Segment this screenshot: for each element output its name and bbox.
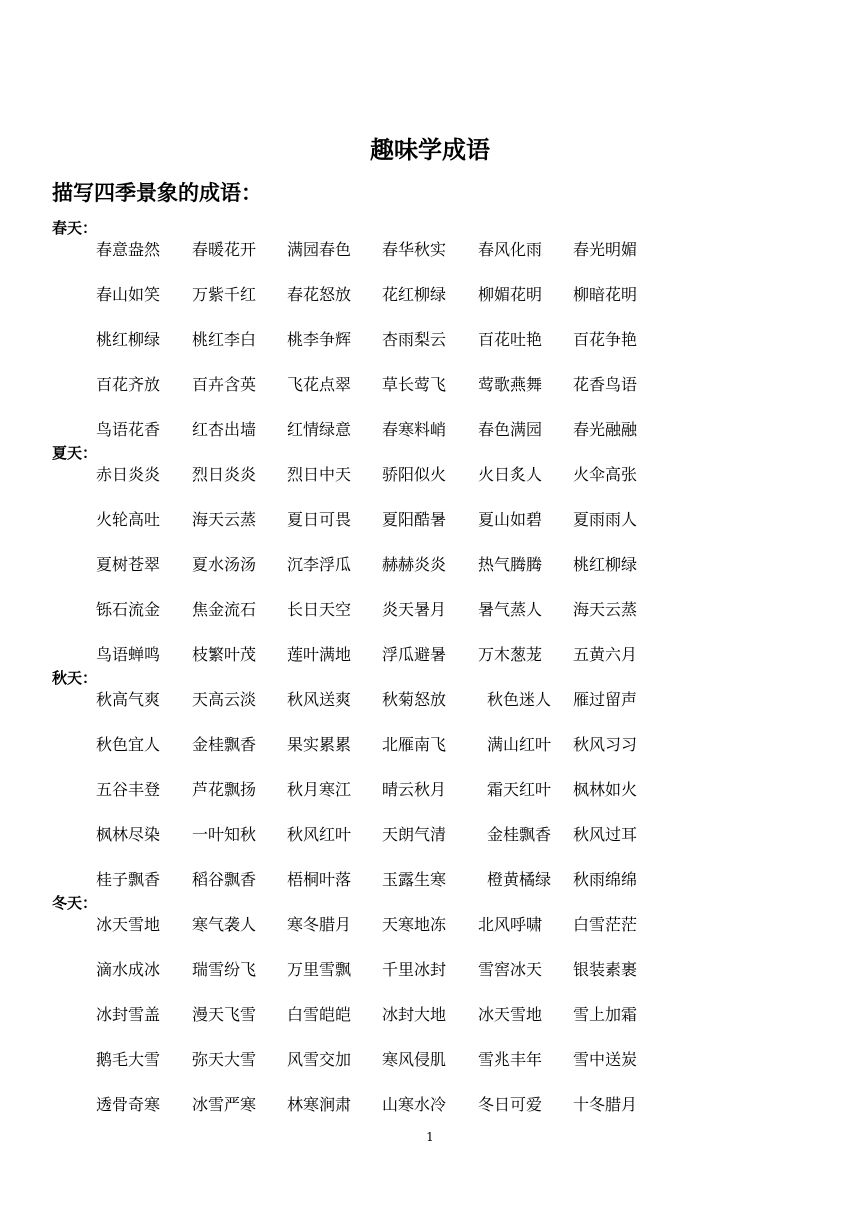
idiom-row	[0, 237, 860, 261]
idiom: 长日天空	[287, 600, 352, 619]
idiom: 寒气袭人	[192, 915, 257, 934]
idiom: 秋色迷人	[487, 690, 552, 709]
idiom-row	[0, 417, 860, 441]
idiom: 冬日可爱	[478, 1095, 543, 1114]
idiom: 天高云淡	[192, 690, 257, 709]
idiom: 风雪交加	[287, 1050, 352, 1069]
idiom: 赤日炎炎	[96, 465, 161, 484]
idiom: 秋风送爽	[287, 690, 352, 709]
idiom: 桃李争辉	[287, 330, 352, 349]
idiom: 雪窖冰天	[478, 960, 543, 979]
idiom: 秋风习习	[573, 735, 638, 754]
idiom: 满园春色	[287, 240, 352, 259]
idiom: 百卉含英	[192, 375, 257, 394]
idiom: 寒风侵肌	[382, 1050, 447, 1069]
idiom: 雪上加霜	[573, 1005, 638, 1024]
idiom: 春寒料峭	[382, 420, 447, 439]
idiom: 万木葱茏	[478, 645, 543, 664]
idiom: 海天云蒸	[573, 600, 638, 619]
idiom-row	[0, 912, 860, 936]
idiom: 骄阳似火	[382, 465, 447, 484]
idiom: 鸟语花香	[96, 420, 161, 439]
idiom: 秋菊怒放	[382, 690, 447, 709]
idiom: 夏雨雨人	[573, 510, 638, 529]
document-subtitle: 描写四季景象的成语：	[52, 181, 262, 205]
idiom-row	[0, 687, 860, 711]
idiom: 霜天红叶	[487, 780, 552, 799]
idiom: 金桂飘香	[487, 825, 552, 844]
idiom-row	[0, 282, 860, 306]
idiom: 铄石流金	[96, 600, 161, 619]
idiom: 春山如笑	[96, 285, 161, 304]
idiom: 焦金流石	[192, 600, 257, 619]
idiom: 杏雨梨云	[382, 330, 447, 349]
idiom: 飞花点翠	[287, 375, 352, 394]
idiom: 秋风过耳	[573, 825, 638, 844]
season-label: 夏天：	[52, 444, 98, 462]
idiom: 枫林尽染	[96, 825, 161, 844]
idiom: 瑞雪纷飞	[192, 960, 257, 979]
idiom: 炎天暑月	[382, 600, 447, 619]
idiom: 春华秋实	[382, 240, 447, 259]
idiom: 芦花飘扬	[192, 780, 257, 799]
idiom-row	[0, 597, 860, 621]
idiom: 桂子飘香	[96, 870, 161, 889]
idiom: 天朗气清	[382, 825, 447, 844]
idiom: 万里雪飘	[287, 960, 352, 979]
idiom: 百花争艳	[573, 330, 638, 349]
idiom: 春光明媚	[573, 240, 638, 259]
idiom: 暑气蒸人	[478, 600, 543, 619]
idiom: 花红柳绿	[382, 285, 447, 304]
idiom: 沉李浮瓜	[287, 555, 352, 574]
idiom: 白雪茫茫	[573, 915, 638, 934]
idiom: 玉露生寒	[382, 870, 447, 889]
idiom: 夏树苍翠	[96, 555, 161, 574]
idiom: 枫林如火	[573, 780, 638, 799]
idiom: 夏水汤汤	[192, 555, 257, 574]
season-label: 秋天：	[52, 669, 98, 687]
idiom: 莺歌燕舞	[478, 375, 543, 394]
idiom-row	[0, 822, 860, 846]
idiom: 花香鸟语	[573, 375, 638, 394]
idiom-row	[0, 552, 860, 576]
idiom: 稻谷飘香	[192, 870, 257, 889]
idiom: 北雁南飞	[382, 735, 447, 754]
idiom: 鹅毛大雪	[96, 1050, 161, 1069]
idiom: 春风化雨	[478, 240, 543, 259]
idiom: 桃红柳绿	[573, 555, 638, 574]
idiom-row	[0, 462, 860, 486]
idiom: 银装素裹	[573, 960, 638, 979]
idiom-row	[0, 372, 860, 396]
idiom: 雪兆丰年	[478, 1050, 543, 1069]
idiom: 桃红柳绿	[96, 330, 161, 349]
idiom: 秋月寒江	[287, 780, 352, 799]
idiom: 透骨奇寒	[96, 1095, 161, 1114]
idiom: 晴云秋月	[382, 780, 447, 799]
idiom: 柳媚花明	[478, 285, 543, 304]
idiom-row	[0, 642, 860, 666]
idiom: 枝繁叶茂	[192, 645, 257, 664]
idiom-row	[0, 957, 860, 981]
idiom: 草长莺飞	[382, 375, 447, 394]
idiom: 百花吐艳	[478, 330, 543, 349]
idiom: 春意盎然	[96, 240, 161, 259]
idiom: 雪中送炭	[573, 1050, 638, 1069]
idiom: 火日炙人	[478, 465, 543, 484]
idiom-row	[0, 1002, 860, 1026]
idiom: 冰封大地	[382, 1005, 447, 1024]
idiom: 冰天雪地	[96, 915, 161, 934]
idiom: 浮瓜避暑	[382, 645, 447, 664]
idiom-row	[0, 1092, 860, 1116]
idiom: 春暖花开	[192, 240, 257, 259]
idiom: 鸟语蝉鸣	[96, 645, 161, 664]
idiom: 林寒涧肃	[287, 1095, 352, 1114]
idiom: 十冬腊月	[573, 1095, 638, 1114]
idiom: 桃红李白	[192, 330, 257, 349]
idiom: 滴水成冰	[96, 960, 161, 979]
idiom: 千里冰封	[382, 960, 447, 979]
idiom: 梧桐叶落	[287, 870, 352, 889]
idiom: 赫赫炎炎	[382, 555, 447, 574]
idiom-row	[0, 732, 860, 756]
idiom: 秋雨绵绵	[573, 870, 638, 889]
idiom: 秋风红叶	[287, 825, 352, 844]
idiom: 春色满园	[478, 420, 543, 439]
idiom: 夏日可畏	[287, 510, 352, 529]
idiom: 夏山如碧	[478, 510, 543, 529]
idiom: 柳暗花明	[573, 285, 638, 304]
idiom: 一叶知秋	[192, 825, 257, 844]
idiom: 雁过留声	[573, 690, 638, 709]
idiom: 天寒地冻	[382, 915, 447, 934]
idiom: 冰天雪地	[478, 1005, 543, 1024]
idiom: 海天云蒸	[192, 510, 257, 529]
document-title: 趣味学成语	[370, 136, 490, 164]
idiom: 金桂飘香	[192, 735, 257, 754]
idiom-row	[0, 1047, 860, 1071]
idiom: 橙黄橘绿	[487, 870, 552, 889]
idiom: 五黄六月	[573, 645, 638, 664]
idiom: 山寒水冷	[382, 1095, 447, 1114]
idiom-row	[0, 327, 860, 351]
idiom: 五谷丰登	[96, 780, 161, 799]
idiom: 烈日中天	[287, 465, 352, 484]
idiom: 火轮高吐	[96, 510, 161, 529]
idiom: 红杏出墙	[192, 420, 257, 439]
idiom: 万紫千红	[192, 285, 257, 304]
idiom: 果实累累	[287, 735, 352, 754]
season-label: 冬天：	[52, 894, 98, 912]
idiom: 红情绿意	[287, 420, 352, 439]
idiom: 火伞高张	[573, 465, 638, 484]
idiom: 烈日炎炎	[192, 465, 257, 484]
idiom: 漫天飞雪	[192, 1005, 257, 1024]
idiom: 冰雪严寒	[192, 1095, 257, 1114]
idiom: 百花齐放	[96, 375, 161, 394]
idiom-row	[0, 867, 860, 891]
idiom: 满山红叶	[487, 735, 552, 754]
season-label: 春天：	[52, 219, 98, 237]
idiom: 秋高气爽	[96, 690, 161, 709]
idiom: 冰封雪盖	[96, 1005, 161, 1024]
idiom: 春花怒放	[287, 285, 352, 304]
idiom-row	[0, 777, 860, 801]
idiom: 夏阳酷暑	[382, 510, 447, 529]
idiom: 春光融融	[573, 420, 638, 439]
idiom: 寒冬腊月	[287, 915, 352, 934]
idiom: 北风呼啸	[478, 915, 543, 934]
page-number: 1	[426, 1130, 434, 1144]
idiom: 弥天大雪	[192, 1050, 257, 1069]
idiom-row	[0, 507, 860, 531]
idiom: 白雪皑皑	[287, 1005, 352, 1024]
idiom: 热气腾腾	[478, 555, 543, 574]
idiom: 秋色宜人	[96, 735, 161, 754]
idiom: 莲叶满地	[287, 645, 352, 664]
